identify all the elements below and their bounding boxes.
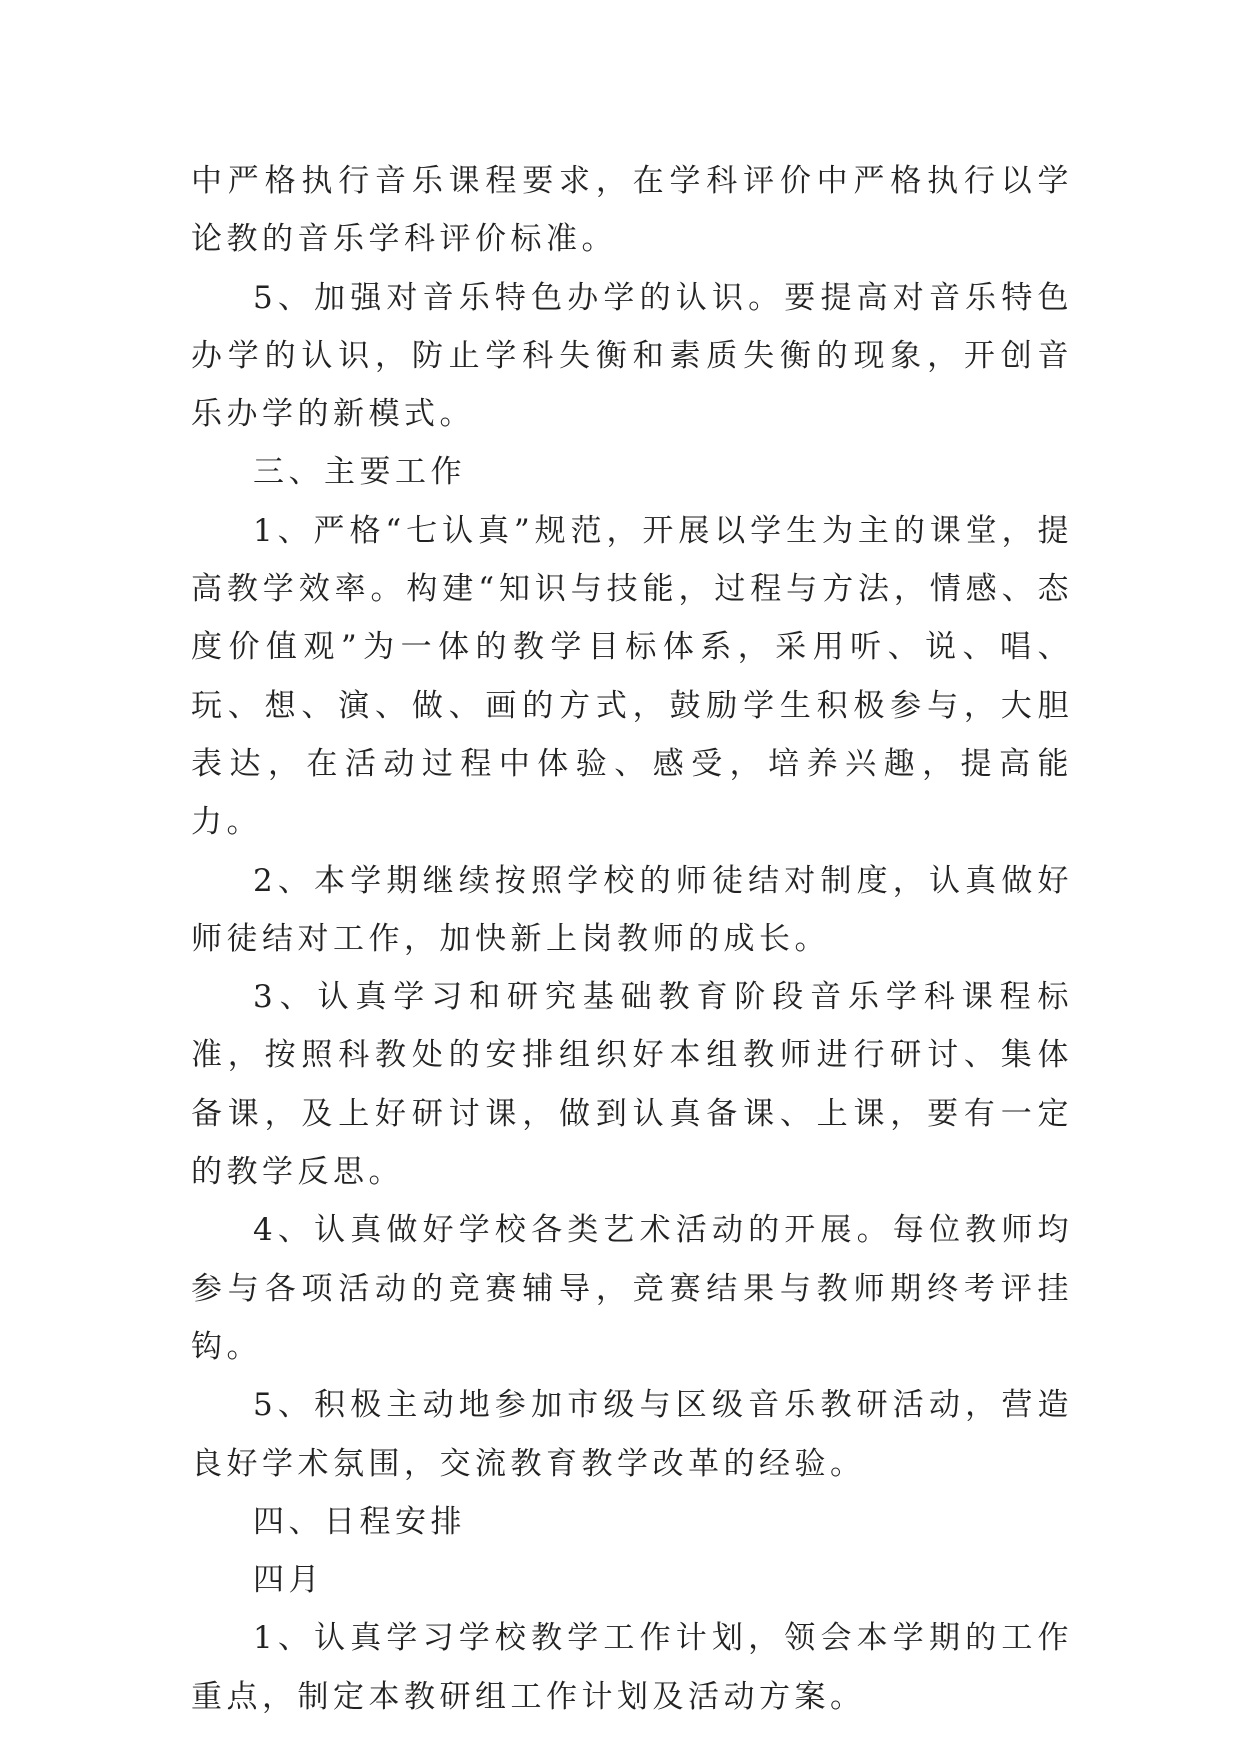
document-body: [191, 152, 1073, 1726]
paragraph: 4、认真做好学校各类艺术活动的开展。每位教师均参与各项活动的竞赛辅导，竞赛结果与教师期终考评挂钩。: [191, 1212, 1073, 1365]
paragraph: 5、积极主动地参加市级与区级音乐教研活动，营造良好学术氛围，交流教育教学改革的经验。: [191, 1387, 1073, 1482]
paragraph: 中严格执行音乐课程要求，在学科评价中严格执行以学论教的音乐学科评价标准。: [191, 163, 1073, 258]
subsection-heading: 四月: [253, 1562, 324, 1599]
paragraph: 2、本学期继续按照学校的师徒结对制度，认真做好师徒结对工作，加快新上岗教师的成长。: [191, 862, 1073, 957]
paragraph: 3、认真学习和研究基础教育阶段音乐学科课程标准，按照科教处的安排组织好本组教师进行研讨、集体备课，及上好研讨课，做到认真备课、上课，要有一定的教学反思。: [191, 979, 1073, 1191]
paragraph: 1、严格“七认真”规范，开展以学生为主的课堂，提高教学效率。构建“知识与技能，过程与方法，情感、态度价值观”为一体的教学目标体系，采用听、说、唱、玩、想、演、做、画的方式，鼓励学生积极参与，大胆表达，在活动过程中体验、感受，培养兴趣，提高能力。: [191, 512, 1073, 841]
paragraph: 5、加强对音乐特色办学的认识。要提高对音乐特色办学的认识，防止学科失衡和素质失衡的现象，开创音乐办学的新模式。: [191, 279, 1073, 433]
section-heading: 四、日程安排: [253, 1503, 466, 1540]
paragraph: 1、认真学习学校教学工作计划，领会本学期的工作重点，制定本教研组工作计划及活动方案。: [191, 1620, 1073, 1715]
section-heading: 三、主要工作: [253, 454, 466, 491]
